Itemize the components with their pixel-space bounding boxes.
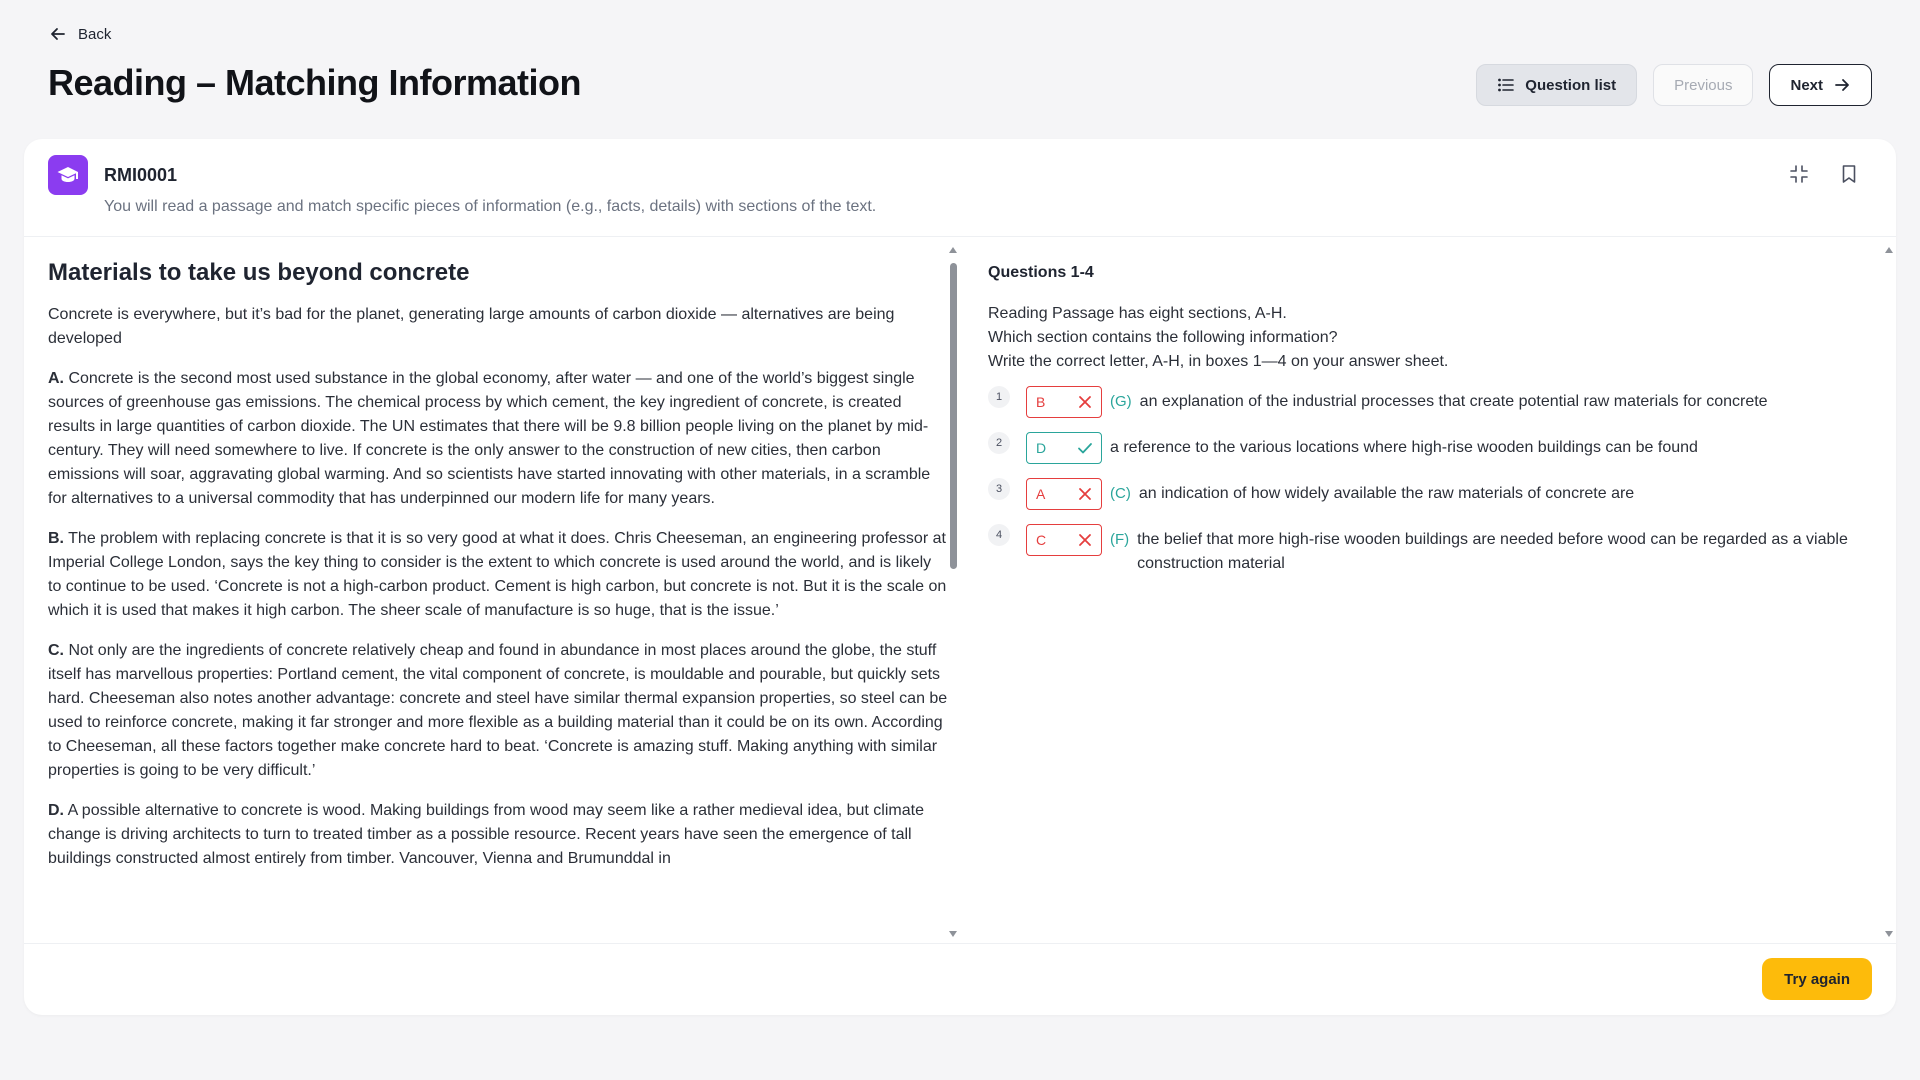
section-letter: D. [48,802,64,819]
task-badge [48,155,88,195]
top-bar [0,0,1920,140]
scroll-down-icon[interactable] [949,931,957,937]
question-row [988,432,1868,464]
section-text: The problem with replacing concrete is that it is so very good at what it does. Chris Cheeseman, an engineering professor at Imperial College London, says the key thing to consider is the extent to which concrete is used around the world, and is likely to continue to be used. ‘Concrete is not a high-carbon product. Cement is high carbon, but concrete is not. But it is the scale on which it is used that makes it high carbon. The sheer scale of manufacture is so huge, that is the issue.’ [48,530,947,619]
passage-section-a [48,367,948,511]
section-text: A possible alternative to concrete is wood. Making buildings from wood may seem like a rather medieval idea, but climate change is driving architects to turn to treated timber as a possible resource. Recent years have seen the emergence of tall buildings constructed almost entirely from timber. Vancouver, Vienna and Brumunddal in [48,802,924,867]
arrow-left-icon [48,24,68,44]
correct-answer: (C) [1110,485,1131,502]
top-actions [1476,64,1872,106]
graduation-cap-icon [56,163,80,187]
question-list [988,386,1868,576]
question-row [988,386,1868,418]
question-row [988,478,1868,510]
x-icon [1076,531,1094,549]
page-title: Reading – Matching Information [48,62,582,103]
check-icon [1076,439,1094,457]
question-text: a reference to the various locations where high-rise wooden buildings can be found [1110,439,1698,456]
list-icon [1497,76,1515,94]
answer-value: D [1036,440,1047,456]
previous-button[interactable] [1653,64,1753,106]
back-label: Back [78,25,112,43]
task-code: RMI0001 [104,165,178,185]
passage-section-b [48,527,948,623]
x-icon [1076,393,1094,411]
answer-box[interactable] [1026,524,1102,556]
question-text: the belief that more high-rise wooden buildings are needed before wood can be regarded as a viable construction material [1137,531,1848,572]
scroll-up-icon[interactable] [1885,247,1893,253]
card-header [24,139,1896,237]
scroll-up-icon[interactable] [949,247,957,253]
passage-intro: Concrete is everywhere, but it’s bad for the planet, generating large amounts of carbon dioxide — alternatives are being developed [48,306,895,347]
answer-box[interactable] [1026,478,1102,510]
header-actions [1788,163,1860,185]
arrow-right-icon [1833,76,1851,94]
correct-answer: (F) [1110,531,1130,548]
collapse-icon[interactable] [1788,163,1810,185]
question-number: 2 [988,432,1010,454]
question-text: an explanation of the industrial processes that create potential raw materials for concrete [1139,393,1768,410]
next-button[interactable] [1769,64,1872,106]
correct-answer: (G) [1110,393,1132,410]
question-list-button[interactable] [1476,64,1637,106]
passage-section-d [48,799,948,871]
question-number: 4 [988,524,1010,546]
questions-panel [988,249,1868,590]
questions-instructions [988,302,1868,374]
reading-passage[interactable] [48,249,948,939]
scroll-down-icon[interactable] [1885,931,1893,937]
previous-label: Previous [1674,76,1733,94]
exercise-card [24,139,1896,1015]
question-list-label: Question list [1525,76,1617,94]
section-letter: A. [48,370,64,387]
x-icon [1076,485,1094,503]
answer-box[interactable] [1026,432,1102,464]
section-letter: B. [48,530,64,547]
bookmark-icon[interactable] [1838,163,1860,185]
section-letter: C. [48,642,64,659]
question-number: 3 [988,478,1010,500]
scrollbar-thumb[interactable] [950,263,957,569]
passage-scrollbar[interactable] [946,243,960,939]
instruction-line: Write the correct letter, A-H, in boxes 1—4 on your answer sheet. [988,353,1449,370]
card-footer [24,943,1896,1015]
passage-section-c [48,639,948,783]
section-text: Not only are the ingredients of concrete relatively cheap and found in abundance in most places around the globe, the stuff itself has marvellous properties: Portland cement, the vital component of concrete, is mouldable and pourable, but quickly sets hard. Cheeseman also notes another advantage: concrete and steel have similar thermal expansion properties, so steel can be used to reinforce concrete, making it far stronger and more flexible as a building material than it could be on its own. According to Cheeseman, all these factors together make concrete hard to beat. ‘Concrete is amazing stuff. Making anything with similar properties is going to be very difficult.’ [48,642,948,779]
instruction-line: Reading Passage has eight sections, A-H. [988,305,1287,322]
back-link[interactable] [48,24,111,44]
answer-box[interactable] [1026,386,1102,418]
passage-title: Materials to take us beyond concrete [48,259,470,286]
questions-scrollbar[interactable] [1882,243,1896,939]
questions-title: Questions 1-4 [988,264,1094,281]
question-number: 1 [988,386,1010,408]
question-row [988,524,1868,576]
instruction-line: Which section contains the following information? [988,329,1338,346]
question-text: an indication of how widely available the raw materials of concrete are [1138,485,1635,502]
answer-value: B [1036,394,1046,410]
section-text: Concrete is the second most used substance in the global economy, after water — and one of the world’s biggest single sources of greenhouse gas emissions. The chemical process by which cement, the key ingredient of concrete, is created results in large quantities of carbon dioxide. The UN estimates that there will be 9.8 billion people living on the planet by mid-century. They will need somewhere to live. If concrete is the only answer to the construction of new cities, then carbon emissions will soar, aggravating global warming. And so scientists have started innovating with other materials, in a scramble for alternatives to a universal commodity that has underpinned our modern life for many years. [48,370,931,507]
answer-value: C [1036,532,1047,548]
task-description: You will read a passage and match specific pieces of information (e.g., facts, details) with sections of the text. [104,198,877,215]
try-again-button[interactable]: Try again [1762,958,1872,1000]
next-label: Next [1790,76,1823,94]
answer-value: A [1036,486,1046,502]
